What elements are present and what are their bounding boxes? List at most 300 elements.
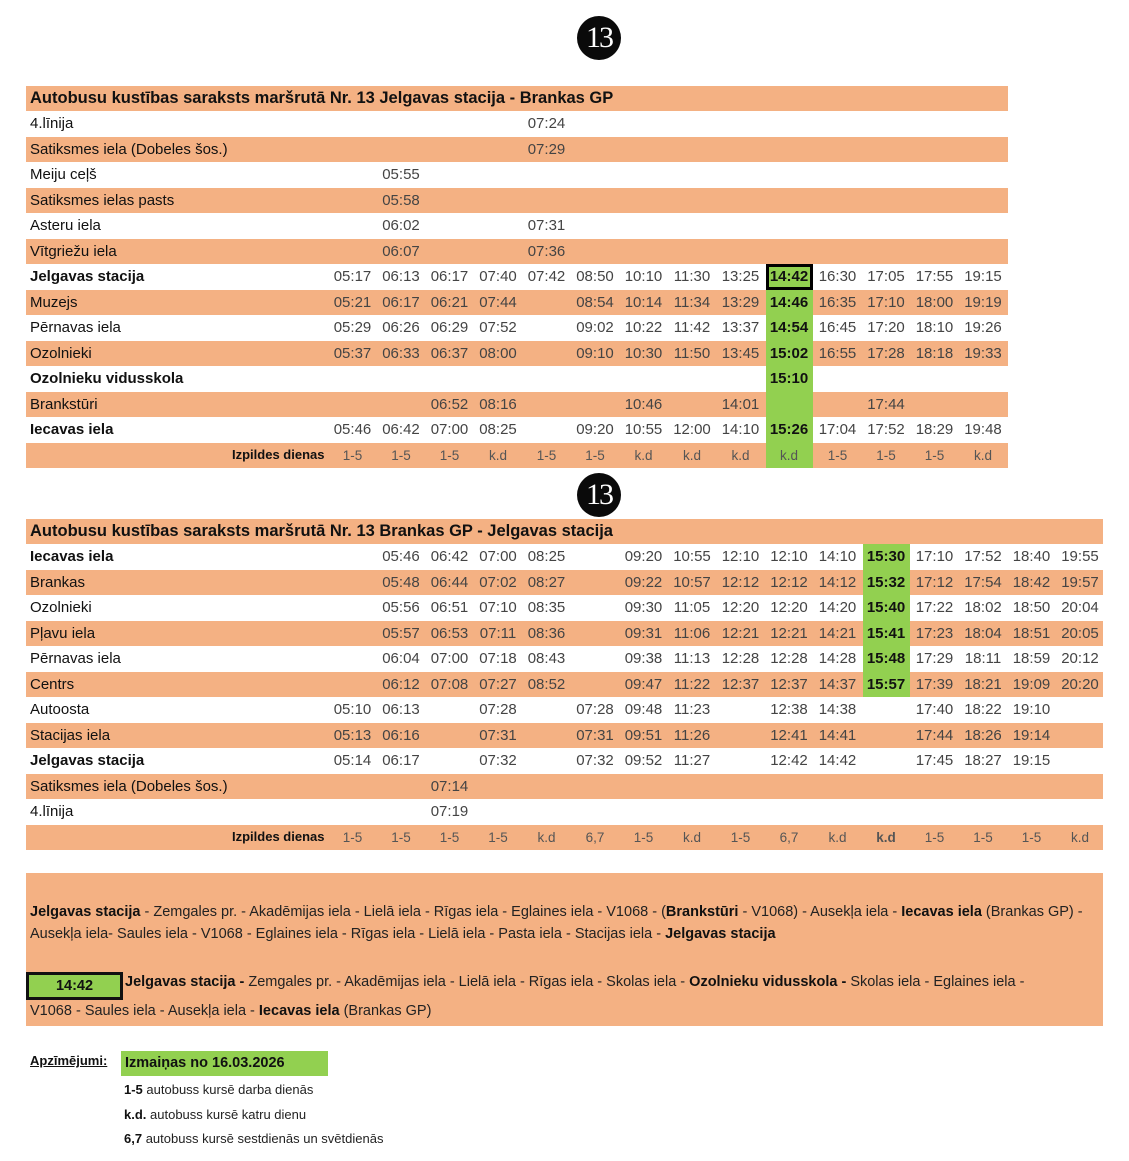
stop-name: Vītgriežu iela [30, 242, 117, 260]
table-row [26, 341, 1008, 367]
departure-time: 05:57 [382, 624, 420, 642]
departure-time: 05:10 [333, 701, 372, 718]
departure-time: 05:14 [333, 752, 372, 769]
departure-time: 19:09 [1012, 675, 1051, 693]
route-segment: Jelgavas stacija - [125, 974, 245, 990]
legend-label: Apzīmējumi: [30, 1053, 108, 1068]
legend-item-daily [124, 1107, 306, 1122]
departure-time: 08:36 [527, 624, 566, 642]
departure-time: 07:00 [430, 650, 469, 667]
departure-time: 10:30 [624, 344, 663, 362]
departure-time: 06:42 [430, 548, 469, 565]
departure-time: 05:55 [382, 166, 420, 183]
route-segment: Skolas iela - Eglaines iela - [846, 974, 1025, 990]
stop-name: Muzejs [30, 293, 78, 311]
operating-days-value: 1-5 [924, 829, 945, 845]
departure-time: 08:25 [527, 548, 566, 565]
departure-time: 18:18 [915, 344, 954, 362]
timetable-brankas-to-jelgava [26, 519, 1103, 850]
departure-time: 07:11 [479, 624, 517, 642]
table-row [26, 672, 1103, 698]
departure-time: 11:13 [673, 650, 711, 667]
departure-time: 17:54 [964, 573, 1002, 591]
departure-time: 06:51 [430, 599, 469, 616]
stop-name: Satiksmes iela (Dobeles šos.) [30, 140, 228, 158]
departure-time: 15:32 [863, 570, 910, 596]
operating-days-value: 6,7 [779, 829, 799, 845]
table-title-row [26, 86, 1008, 111]
operating-days-value: 1-5 [876, 447, 896, 463]
departure-time: 07:32 [479, 752, 517, 769]
table-row [26, 799, 1103, 825]
operating-days-value: k.d [731, 447, 750, 463]
operating-days-value: k.d [488, 447, 507, 463]
departure-time: 17:45 [915, 752, 954, 769]
special-trip-time: 14:42 [26, 972, 123, 1000]
departure-time: 12:42 [770, 752, 808, 769]
departure-time: 08:52 [527, 675, 566, 693]
departure-time: 12:20 [770, 599, 808, 616]
departure-time: 18:51 [1012, 624, 1051, 642]
departure-time: 14:41 [818, 726, 857, 744]
departure-time: 18:11 [964, 650, 1002, 667]
departure-time: 17:23 [915, 624, 954, 642]
operating-days-value: 1-5 [633, 829, 654, 845]
operating-days-value: 1-5 [1021, 829, 1042, 845]
stop-name: 4.līnija [30, 115, 74, 132]
departure-time: 17:29 [915, 650, 954, 667]
departure-time: 06:42 [382, 421, 420, 438]
table-row [26, 544, 1103, 570]
departure-time: 05:56 [382, 599, 420, 616]
route-segment: Jelgavas stacija [665, 926, 776, 942]
departure-time: 07:31 [479, 726, 517, 744]
table-row [26, 723, 1103, 749]
departure-time: 06:13 [382, 268, 420, 285]
departure-time: 10:10 [624, 268, 663, 285]
departure-time: 12:37 [721, 675, 760, 693]
departure-time: 17:20 [867, 319, 905, 336]
stop-name: Satiksmes ielas pasts [30, 191, 175, 209]
operating-days-row [26, 825, 1103, 851]
route-segment: - Zemgales pr. - Akadēmijas iela - Lielā iela - Rīgas iela - Eglaines iela - V1068 - ( [140, 904, 666, 920]
departure-time: 11:06 [673, 624, 711, 642]
route-description [26, 873, 1103, 1026]
departure-time: 06:13 [382, 701, 420, 718]
table-title: Autobusu kustības saraksts maršrutā Nr. 13 Jelgavas stacija - Brankas GP [30, 89, 614, 107]
table-row [26, 392, 1008, 418]
operating-days-value: 1-5 [391, 447, 411, 463]
stop-name: Autoosta [30, 701, 90, 718]
special-route-line-1 [125, 971, 1024, 994]
departure-time: 09:22 [624, 573, 663, 591]
departure-time: 14:54 [766, 315, 813, 341]
stop-name: Jelgavas stacija [30, 752, 145, 769]
stop-name: Ozolnieki [30, 344, 92, 362]
departure-time: 08:00 [479, 344, 517, 362]
table-row [26, 646, 1103, 672]
departure-time: 14:42 [818, 752, 857, 769]
departure-time: 08:27 [527, 573, 566, 591]
departure-time: 18:42 [1012, 573, 1051, 591]
departure-time: 08:16 [479, 395, 517, 413]
departure-time: 18:22 [964, 701, 1002, 718]
departure-time: 11:23 [673, 701, 711, 718]
departure-time: 08:35 [527, 599, 566, 616]
departure-time: 19:19 [964, 293, 1002, 311]
route-segment: Zemgales pr. - Akadēmijas iela - Lielā iela - Rīgas iela - Skolas iela - [244, 974, 690, 990]
operating-days-value: k.d [766, 443, 813, 469]
departure-time: 06:12 [382, 675, 420, 693]
departure-time: 12:37 [770, 675, 808, 693]
departure-time: 12:10 [770, 548, 808, 565]
legend-item-weekdays [124, 1082, 313, 1097]
departure-time: 06:44 [430, 573, 469, 591]
departure-time: 16:30 [818, 268, 857, 285]
stop-name: Brankstūri [30, 395, 98, 413]
operating-days-value: 1-5 [488, 829, 508, 845]
departure-time: 10:55 [673, 548, 711, 565]
stop-name: Meiju ceļš [30, 166, 97, 183]
departure-time: 19:14 [1012, 726, 1051, 744]
departure-time: 15:02 [766, 341, 813, 367]
departure-time: 11:22 [673, 675, 711, 693]
table-row [26, 697, 1103, 723]
departure-time: 06:16 [382, 726, 420, 744]
departure-time: 06:37 [430, 344, 469, 362]
departure-time: 12:21 [721, 624, 760, 642]
departure-time: 18:29 [915, 421, 954, 438]
stop-name: Ozolnieki [30, 599, 92, 616]
departure-time: 08:54 [576, 293, 614, 311]
departure-time: 14:42 [766, 264, 813, 290]
table-row [26, 315, 1008, 341]
departure-time: 06:21 [430, 293, 469, 311]
table-row [26, 366, 1008, 392]
departure-time: 19:26 [964, 319, 1002, 336]
departure-time: 18:26 [964, 726, 1002, 744]
departure-time: 17:39 [915, 675, 954, 693]
departure-time: 05:37 [333, 344, 372, 362]
operating-days-value: 1-5 [391, 829, 411, 845]
departure-time: 08:50 [576, 268, 614, 285]
operating-days-value: 1-5 [439, 447, 460, 463]
table-row [26, 774, 1103, 800]
departure-time: 07:00 [430, 421, 469, 438]
route-number-badge-top: 13 [577, 16, 621, 60]
departure-time: 19:33 [964, 344, 1002, 362]
departure-time: 08:43 [527, 650, 566, 667]
table-row [26, 621, 1103, 647]
departure-time: 19:15 [964, 268, 1002, 285]
table-row [26, 188, 1008, 214]
table-row [26, 162, 1008, 188]
stop-name: Satiksmes iela (Dobeles šos.) [30, 777, 228, 795]
departure-time: 07:29 [527, 140, 566, 158]
departure-time: 14:10 [818, 548, 857, 565]
departure-time: 11:34 [673, 293, 711, 311]
legend-item-weekends [124, 1131, 383, 1146]
departure-time: 05:58 [382, 191, 420, 209]
departure-time: 07:44 [479, 293, 517, 311]
stop-name: Asteru iela [30, 217, 101, 234]
departure-time: 17:40 [915, 701, 954, 718]
table-row [26, 748, 1103, 774]
departure-time: 15:40 [863, 595, 910, 621]
departure-time: 18:21 [964, 675, 1002, 693]
departure-time: 12:20 [721, 599, 760, 616]
departure-time: 15:10 [766, 366, 813, 392]
legend-code: 6,7 [124, 1131, 143, 1146]
departure-time: 16:35 [818, 293, 857, 311]
departure-time: 07:10 [479, 599, 517, 616]
departure-time: 06:53 [430, 624, 469, 642]
departure-time: 19:10 [1012, 701, 1051, 718]
departure-time: 07:18 [479, 650, 517, 667]
stop-name: 4.līnija [30, 803, 74, 820]
departure-time: 09:47 [624, 675, 663, 693]
stop-name: Centrs [30, 675, 75, 693]
departure-time: 14:10 [721, 421, 760, 438]
departure-time: 18:40 [1012, 548, 1051, 565]
operating-days-value: k.d [634, 447, 653, 463]
departure-time: 17:52 [964, 548, 1002, 565]
route-segment: Iecavas iela [258, 1003, 340, 1019]
table-row [26, 213, 1008, 239]
operating-days-value: k.d [682, 447, 701, 463]
departure-time: 06:07 [382, 242, 420, 260]
departure-time: 20:20 [1061, 675, 1099, 693]
departure-time: 06:17 [430, 268, 469, 285]
departure-time: 13:29 [721, 293, 760, 311]
departure-time: 07:36 [527, 242, 566, 260]
departure-time: 09:38 [624, 650, 663, 667]
stop-name: Jelgavas stacija [30, 268, 145, 285]
table-row [26, 595, 1103, 621]
departure-time: 09:20 [624, 548, 663, 565]
table-title: Autobusu kustības saraksts maršrutā Nr. 13 Brankas GP - Jelgavas stacija [30, 522, 613, 540]
stop-name: Pļavu iela [30, 624, 96, 642]
route-segment: Brankstūri [665, 904, 739, 920]
stop-name: Pērnavas iela [30, 319, 121, 336]
departure-time: 05:46 [333, 421, 372, 438]
departure-time: 09:30 [624, 599, 663, 616]
departure-time: 12:10 [721, 548, 760, 565]
route-segment: Ozolnieku vidusskola - [689, 974, 847, 990]
table-row [26, 264, 1008, 290]
legend-code: 1-5 [124, 1082, 143, 1097]
timetable-jelgava-to-brankas [26, 86, 1008, 468]
departure-time [766, 392, 813, 418]
departure-time: 20:12 [1061, 650, 1099, 667]
stop-name: Ozolnieku vidusskola [30, 370, 184, 387]
departure-time: 13:37 [721, 319, 760, 336]
operating-days-value: 6,7 [585, 829, 605, 845]
departure-time: 18:59 [1012, 650, 1051, 667]
departure-time: 11:26 [673, 726, 711, 744]
departure-time: 16:45 [818, 319, 857, 336]
departure-time: 05:21 [333, 293, 372, 311]
operating-days-value: 1-5 [536, 447, 557, 463]
departure-time: 14:01 [721, 395, 760, 413]
departure-time: 06:04 [382, 650, 420, 667]
departure-time: 16:55 [818, 344, 857, 362]
route-segment: Jelgavas stacija [30, 904, 141, 920]
departure-time: 10:57 [673, 573, 711, 591]
departure-time: 14:20 [818, 599, 857, 616]
table-row [26, 417, 1008, 443]
departure-time: 18:27 [964, 752, 1002, 769]
departure-time: 07:42 [527, 268, 566, 285]
departure-time: 17:55 [915, 268, 954, 285]
departure-time: 06:02 [382, 217, 420, 234]
operating-days-value: k.d [1070, 829, 1089, 845]
legend-text: autobuss kursē katru dienu [146, 1107, 307, 1122]
departure-time: 14:12 [818, 573, 857, 591]
operating-days-value: 1-5 [973, 829, 993, 845]
operating-days-value: k.d [876, 829, 896, 845]
departure-time: 07:28 [479, 701, 517, 718]
departure-time: 05:17 [333, 268, 372, 285]
stop-name: Pērnavas iela [30, 650, 121, 667]
departure-time: 05:46 [382, 548, 420, 565]
departure-time: 07:31 [527, 217, 566, 234]
operating-days-value: k.d [828, 829, 847, 845]
departure-time: 11:05 [673, 599, 711, 616]
table-row [26, 239, 1008, 265]
departure-time: 06:29 [430, 319, 469, 336]
departure-time: 09:20 [576, 421, 614, 438]
departure-time: 12:38 [770, 701, 808, 718]
route-segment: Ausekļa iela- Saules iela - V1068 - Eglaines iela - Rīgas iela - Lielā iela - Pasta iela - Stacijas iela - [30, 926, 666, 942]
departure-time: 06:17 [382, 752, 420, 769]
departure-time: 07:52 [479, 319, 517, 336]
operating-days-value: 1-5 [924, 447, 945, 463]
departure-time: 17:12 [915, 573, 954, 591]
operating-days-value: k.d [682, 829, 701, 845]
change-notice: Izmaiņas no 16.03.2026 [121, 1051, 328, 1076]
departure-time: 07:24 [527, 115, 566, 132]
departure-time: 19:15 [1012, 752, 1051, 769]
operating-days-value: 1-5 [585, 447, 605, 463]
table-title-row [26, 519, 1103, 544]
departure-time: 09:31 [624, 624, 663, 642]
stop-name: Stacijas iela [30, 726, 111, 744]
departure-time: 06:17 [382, 293, 420, 311]
departure-time: 17:10 [867, 293, 905, 311]
departure-time: 17:10 [915, 548, 954, 565]
departure-time: 20:05 [1061, 624, 1099, 642]
departure-time: 17:04 [818, 421, 857, 438]
departure-time: 11:30 [673, 268, 711, 285]
departure-time: 07:31 [576, 726, 614, 744]
departure-time: 05:13 [333, 726, 372, 744]
departure-time: 12:12 [770, 573, 808, 591]
operating-days-value: 1-5 [439, 829, 460, 845]
departure-time: 12:41 [770, 726, 808, 744]
departure-time: 15:26 [766, 417, 813, 443]
legend-text: autobuss kursē sestdienās un svētdienās [142, 1131, 384, 1146]
departure-time: 07:08 [430, 675, 469, 693]
operating-days-value: k.d [973, 447, 992, 463]
stop-name: Iecavas iela [30, 548, 114, 565]
departure-time: 07:00 [479, 548, 517, 565]
operating-days-value: 1-5 [827, 447, 848, 463]
departure-time: 09:02 [576, 319, 614, 336]
departure-time: 07:19 [430, 803, 469, 820]
legend-code: k.d. [124, 1107, 147, 1122]
main-route-line-1 [30, 901, 1083, 924]
departure-time: 13:25 [721, 268, 760, 285]
departure-time: 14:38 [818, 701, 857, 718]
departure-time: 19:48 [964, 421, 1002, 438]
departure-time: 17:44 [915, 726, 954, 744]
route-segment: - V1068) - Ausekļa iela - [738, 904, 902, 920]
operating-days-row [26, 443, 1008, 469]
departure-time: 07:27 [479, 675, 517, 693]
stop-name: Iecavas iela [30, 421, 114, 438]
route-segment: (Brankas GP) - [981, 904, 1083, 920]
legend-text: autobuss kursē darba dienās [142, 1082, 314, 1097]
departure-time: 18:00 [915, 293, 954, 311]
special-route-line-2 [30, 1000, 431, 1023]
main-route-line-2 [30, 923, 776, 946]
departure-time: 05:48 [382, 573, 420, 591]
departure-time: 18:10 [915, 319, 954, 336]
departure-time: 10:22 [624, 319, 663, 336]
departure-time: 11:42 [673, 319, 711, 336]
departure-time: 09:48 [624, 701, 663, 718]
departure-time: 14:28 [818, 650, 857, 667]
departure-time: 15:57 [863, 672, 910, 698]
route-segment: (Brankas GP) [339, 1003, 432, 1019]
departure-time: 06:26 [382, 319, 420, 336]
departure-time: 13:45 [721, 344, 760, 362]
departure-time: 14:37 [818, 675, 857, 693]
departure-time: 12:28 [721, 650, 760, 667]
departure-time: 19:57 [1061, 573, 1099, 591]
stop-name: Brankas [30, 573, 86, 591]
route-segment: V1068 - Saules iela - Ausekļa iela - [30, 1003, 259, 1019]
departure-time: 12:12 [721, 573, 760, 591]
departure-time: 07:40 [479, 268, 517, 285]
departure-time: 09:10 [576, 344, 614, 362]
operating-days-value: 1-5 [342, 829, 363, 845]
departure-time: 12:21 [770, 624, 808, 642]
departure-time: 12:00 [673, 421, 711, 438]
route-number-badge-bottom: 13 [577, 473, 621, 517]
departure-time: 15:41 [863, 621, 910, 647]
table-row [26, 290, 1008, 316]
operating-days-value: k.d [537, 829, 556, 845]
route-segment: Iecavas iela [901, 904, 982, 920]
departure-time: 19:55 [1061, 548, 1099, 565]
operating-days-value: 1-5 [342, 447, 363, 463]
departure-time: 07:02 [479, 573, 517, 591]
departure-time: 17:22 [915, 599, 954, 616]
departure-time: 17:05 [867, 268, 905, 285]
departure-time: 20:04 [1061, 599, 1099, 616]
departure-time: 07:28 [576, 701, 614, 718]
departure-time: 10:14 [624, 293, 663, 311]
table-row [26, 137, 1008, 163]
departure-time: 06:52 [430, 395, 469, 413]
departure-time: 10:46 [624, 395, 663, 413]
departure-time: 17:28 [867, 344, 905, 362]
departure-time: 11:50 [673, 344, 711, 362]
table-row [26, 570, 1103, 596]
departure-time: 09:52 [624, 752, 663, 769]
